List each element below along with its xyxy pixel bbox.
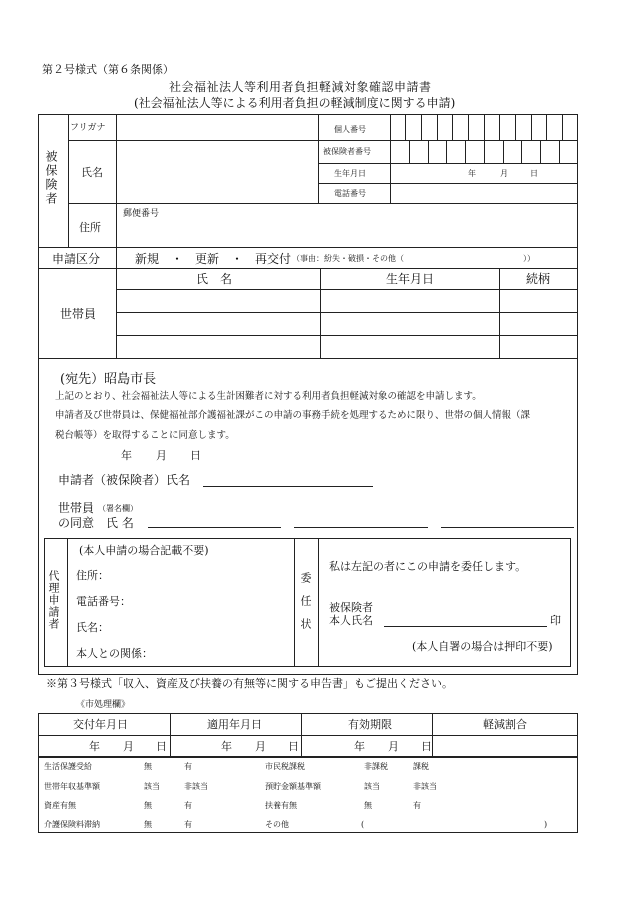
proxy-address-label: 住所： (76, 569, 109, 582)
personal-number-label: 個人番号 (334, 125, 366, 134)
check-option[interactable]: 無 (364, 801, 372, 810)
effective-date-header: 適用年月日 (207, 718, 262, 731)
household-consent-label-1: 世帯員 (58, 501, 95, 515)
phone-input[interactable] (392, 185, 576, 201)
dob-label: 生年月日 (334, 169, 366, 178)
declaration-date-day: 日 (190, 449, 201, 462)
application-type-options[interactable]: 新規 ・ 更新 ・ 再交付 (135, 252, 292, 266)
check-option[interactable]: 非該当 (413, 782, 437, 791)
effective-date-year: 年 (221, 740, 232, 753)
footnote: ※第３号様式「収入、資産及び扶養の有無等に関する申告書」もご提出ください。 (46, 677, 453, 690)
phone-label: 電話番号 (334, 189, 366, 198)
household-header-dob: 生年月日 (386, 272, 435, 286)
other-open-paren: ( (361, 820, 365, 829)
office-checks-table (38, 757, 578, 833)
effective-date-month: 月 (255, 740, 266, 753)
addressee: (宛先）昭島市長 (60, 372, 157, 387)
proxy-name-label: 氏名： (76, 621, 109, 634)
insured-section-label: 被保険者 (44, 150, 58, 206)
effective-date-day: 日 (288, 740, 299, 753)
check-label: 資産有無 (44, 801, 76, 810)
check-option[interactable]: 無 (144, 820, 152, 829)
reduction-rate-header: 軽減割合 (483, 718, 527, 731)
issue-date-day: 日 (156, 740, 167, 753)
valid-until-header: 有効期限 (348, 718, 392, 731)
personal-number-cells[interactable] (390, 114, 578, 140)
check-label: 扶養有無 (265, 801, 297, 810)
check-option[interactable]: 無 (144, 801, 152, 810)
check-option[interactable]: 該当 (364, 782, 380, 791)
address-input[interactable] (118, 222, 574, 244)
declaration-paragraph-2b: 税台帳等）を取得することに同意します。 (55, 430, 235, 441)
check-option[interactable]: 非課税 (364, 762, 388, 771)
name-input[interactable] (118, 142, 316, 200)
household-header-name: 氏 名 (196, 272, 233, 286)
declaration-paragraph-2a: 申請者及び世帯員は、保健福祉部介護福祉課がこの申請の事務手続を処理するために限り、世帯の個人情報（課 (55, 410, 531, 421)
check-option[interactable]: 課税 (413, 762, 429, 771)
check-label: 生活保護受給 (44, 762, 92, 771)
delegation-insured-label: 被保険者 (329, 601, 373, 614)
issue-date-month: 月 (123, 740, 134, 753)
dob-month: 月 (500, 169, 508, 178)
reissue-reason: （事由：紛失・破損・その他（ (292, 254, 404, 263)
insured-number-cells[interactable] (390, 140, 578, 163)
dob-year: 年 (468, 169, 476, 178)
applicant-signature-label: 申請者（被保険者）氏名 (58, 473, 191, 487)
check-option[interactable]: 有 (184, 762, 192, 771)
seal-note: (本人自署の場合は押印不要) (412, 640, 553, 653)
delegation-self-name-label: 本人氏名 (329, 614, 373, 627)
consent-signature-line-2[interactable] (294, 527, 428, 528)
application-type-label: 申請区分 (52, 252, 101, 266)
proxy-label: 代理申請者 (47, 570, 60, 630)
furigana-input[interactable] (118, 116, 316, 138)
postal-code-label: 郵便番号 (123, 209, 160, 219)
check-label: 市民税課税 (265, 762, 305, 771)
check-option[interactable]: 非該当 (184, 782, 208, 791)
name-label: 氏名 (81, 166, 103, 179)
valid-until-year: 年 (354, 740, 365, 753)
issue-date-year: 年 (89, 740, 100, 753)
check-option[interactable]: 有 (413, 801, 421, 810)
reissue-reason-close: ）） (523, 254, 535, 263)
household-header-relation: 続柄 (526, 272, 551, 286)
applicant-signature-line[interactable] (203, 486, 373, 487)
delegation-text: 私は左記の者にこの申請を委任します。 (329, 560, 527, 573)
valid-until-day: 日 (421, 740, 432, 753)
form-subtitle: (社会福祉法人等による利用者負担の軽減制度に関する申請) (134, 96, 456, 110)
other-close-paren: ) (544, 820, 548, 829)
consent-signature-line-3[interactable] (441, 527, 574, 528)
declaration-date-month: 月 (156, 449, 167, 462)
dob-day: 日 (530, 169, 538, 178)
seal-mark: 印 (550, 614, 561, 627)
declaration-date-year: 年 (121, 449, 132, 462)
delegation-label: 委任状 (299, 572, 312, 641)
check-label: 世帯年収基準額 (44, 782, 100, 791)
proxy-note: (本人申請の場合記載不要) (79, 544, 209, 557)
check-label: 預貯金額基準額 (265, 782, 321, 791)
insured-number-label: 被保険者番号 (323, 147, 371, 156)
check-label: その他 (265, 820, 289, 829)
household-label: 世帯員 (60, 307, 97, 321)
form-title: 社会福祉法人等利用者負担軽減対象確認申請書 (169, 80, 432, 94)
household-member-rows[interactable] (118, 291, 576, 356)
consent-signature-line-1[interactable] (148, 527, 281, 528)
check-option[interactable]: 有 (184, 801, 192, 810)
declaration-paragraph-1: 上記のとおり、社会福祉法人等による生計困難者に対する利用者負担軽減対象の確認を申請します。 (55, 391, 482, 402)
delegation-signature-line[interactable] (384, 626, 547, 627)
household-consent-note: （署名欄） (98, 504, 138, 513)
office-use-title: 《市処理欄》 (76, 700, 131, 710)
valid-until-month: 月 (388, 740, 399, 753)
check-option[interactable]: 有 (184, 820, 192, 829)
issue-date-header: 交付年月日 (73, 718, 128, 731)
address-label: 住所 (79, 221, 101, 234)
check-option[interactable]: 無 (144, 762, 152, 771)
furigana-label: フリガナ (70, 123, 106, 133)
form-number: 第２号様式（第６条関係） (42, 63, 174, 76)
check-label: 介護保険料滞納 (44, 820, 100, 829)
check-option[interactable]: 該当 (144, 782, 160, 791)
proxy-relation-label: 本人との関係： (76, 647, 153, 660)
household-consent-label-2: の同意 氏 名 (58, 516, 134, 530)
proxy-phone-label: 電話番号： (76, 595, 131, 608)
